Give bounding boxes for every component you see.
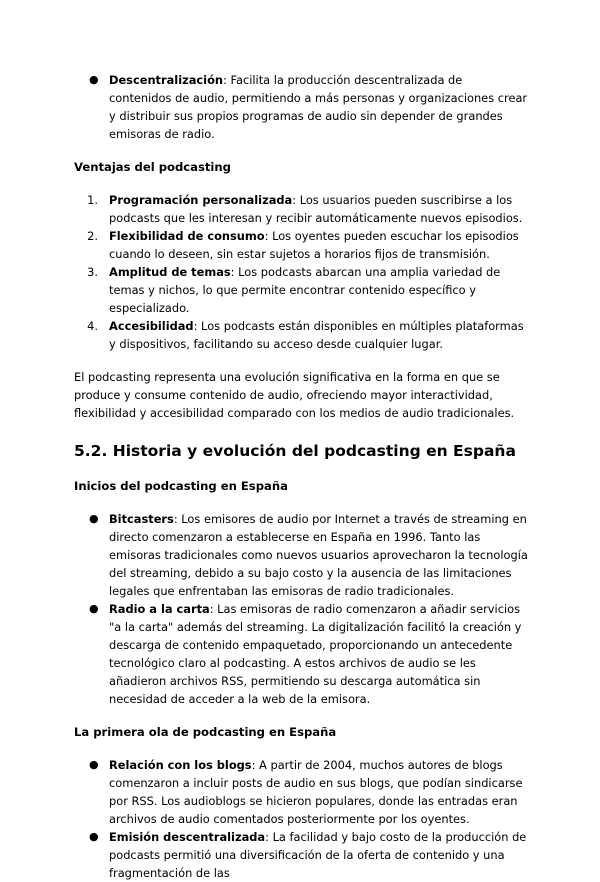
list-item-term: Radio a la carta	[109, 602, 210, 616]
subheading-inicios: Inicios del podcasting en España	[74, 479, 288, 493]
list-item	[74, 756, 528, 828]
list-item-term: Bitcasters	[109, 512, 174, 526]
document-page	[74, 71, 528, 882]
list-item-text: : Los usuarios pueden suscribirse a los podcasts que les interesan y recibir automáticamente nuevos episodios.	[109, 193, 523, 225]
bullet-icon: ●	[89, 830, 99, 843]
list-item-term: Accesibilidad	[109, 319, 194, 333]
list-item	[74, 600, 528, 708]
list-item-text: : A partir de 2004, muchos autores de blogs comenzaron a incluir posts de audio en sus blogs, que podían sindicarse por RSS. Los audioblogs se hicieron populares, donde las entradas eran archivos de audio comentados posteriormente por los oyentes.	[109, 758, 523, 826]
list-item	[74, 227, 528, 263]
list-number: 4.	[87, 319, 98, 333]
ventajas-numbered-list	[74, 191, 528, 353]
list-item	[74, 317, 528, 353]
list-item	[74, 191, 528, 227]
subheading-ventajas: Ventajas del podcasting	[74, 160, 231, 174]
section-heading: 5.2. Historia y evolución del podcasting en España	[74, 442, 516, 460]
list-number: 1.	[87, 193, 98, 207]
list-item	[74, 263, 528, 317]
bullet-icon: ●	[89, 73, 99, 86]
list-item-text: : Las emisoras de radio comenzaron a añadir servicios "a la carta" además del streaming. La digitalización facilitó la creación y descarga de contenido empaquetado, proporcionando un antecedente tecnológico claro al podcasting. A estos archivos de audio se les añadieron archivos RSS, permitiendo su descarga automática sin necesidad de acceder a la web de la emisora.	[109, 602, 522, 706]
list-item-text: : Los podcasts están disponibles en múltiples plataformas y dispositivos, facilitando su acceso desde cualquier lugar.	[109, 319, 524, 351]
subheading-primera-ola: La primera ola de podcasting en España	[74, 725, 337, 739]
list-item-text: : Los podcasts abarcan una amplia variedad de temas y nichos, lo que permite encontrar contenido específico y especializado.	[109, 265, 501, 315]
top-bullet-list	[74, 71, 528, 143]
list-item-term: Relación con los blogs	[109, 758, 252, 772]
list-item	[74, 71, 528, 143]
summary-paragraph: El podcasting representa una evolución significativa en la forma en que se produce y consume contenido de audio, ofreciendo mayor interactividad, flexibilidad y accesibilidad comparado con los medios de audio tradicionales.	[74, 370, 515, 420]
bullet-icon: ●	[89, 602, 99, 615]
inicios-bullet-list	[74, 510, 528, 708]
list-item-term: Descentralización	[109, 73, 224, 87]
list-item-text: : Los emisores de audio por Internet a través de streaming en directo comenzaron a establecerse en España en 1996. Tanto las emisoras tradicionales como nuevos usuarios aprovecharon la tecnología del streaming, debido a su bajo costo y la ausencia de las limitaciones legales que enfrentaban las emisoras de radio tradicionales.	[109, 512, 528, 598]
list-number: 2.	[87, 229, 98, 243]
list-item	[74, 510, 528, 600]
list-item-term: Amplitud de temas	[109, 265, 231, 279]
list-item-text: : Los oyentes pueden escuchar los episodios cuando lo deseen, sin estar sujetos a horarios fijos de transmisión.	[109, 229, 519, 261]
list-number: 3.	[87, 265, 98, 279]
list-item-text: : La facilidad y bajo costo de la producción de podcasts permitió una diversificación de la oferta de contenido y una fragmentación de las	[109, 830, 527, 880]
list-item-term: Emisión descentralizada	[109, 830, 266, 844]
list-item-term: Programación personalizada	[109, 193, 293, 207]
bullet-icon: ●	[89, 758, 99, 771]
list-item-term: Flexibilidad de consumo	[109, 229, 265, 243]
bullet-icon: ●	[89, 512, 99, 525]
list-item-text: : Facilita la producción descentralizada de contenidos de audio, permitiendo a más personas y organizaciones crear y distribuir sus propios programas de audio sin depender de grandes emisoras de radio.	[109, 73, 528, 141]
list-item	[74, 828, 528, 882]
primera-ola-bullet-list	[74, 756, 528, 882]
